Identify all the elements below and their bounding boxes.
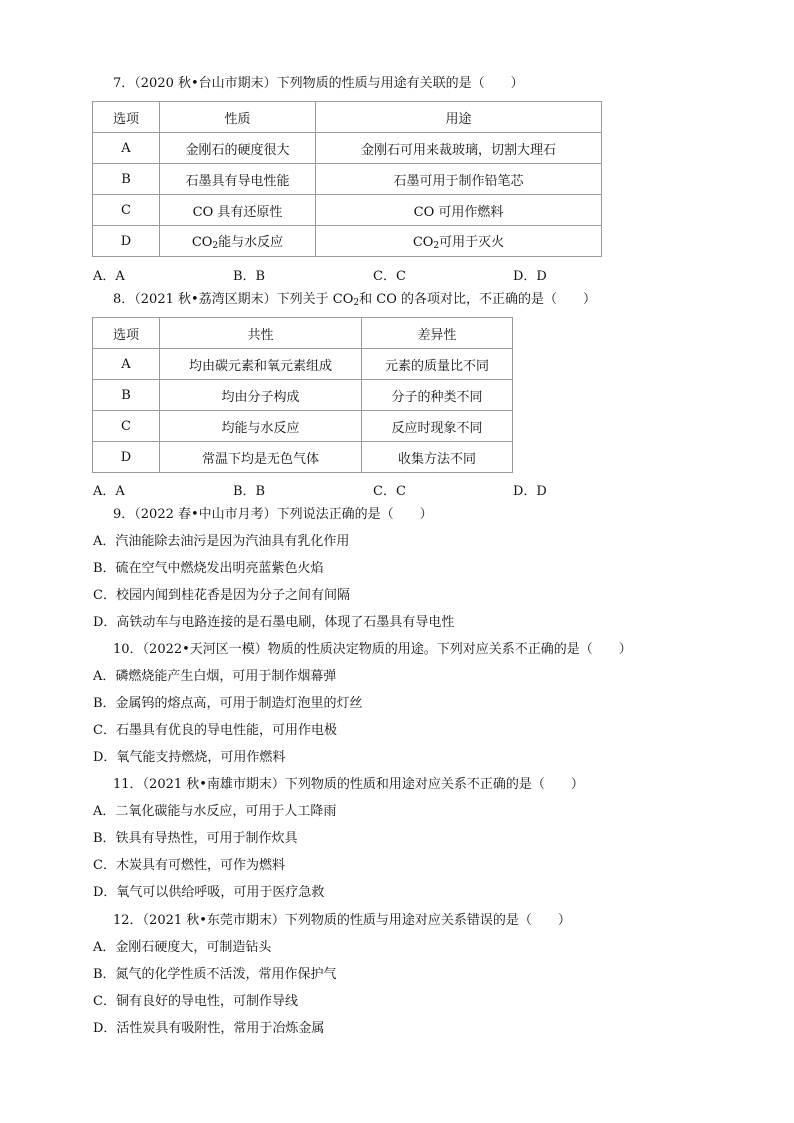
choice-d[interactable]: D．D [513, 269, 547, 284]
table-row [93, 411, 513, 442]
property-cell: 金刚石的硬度很大 [160, 133, 316, 164]
q10-option-d[interactable]: D．氧气能支持燃烧，可用作燃料 [93, 750, 286, 765]
table-row [93, 164, 602, 195]
q7-stem: 7．（2020 秋•台山市期末）下列物质的性质与用途有关联的是（ ） [113, 76, 524, 91]
common-cell: 均由碳元素和氧元素组成 [160, 349, 362, 380]
option-cell: C [93, 411, 160, 442]
q10-stem: 10．（2022•天河区一模）物质的性质决定物质的用途。下列对应关系不正确的是（ ） [113, 642, 632, 657]
q12-option-a[interactable]: A．金刚石硬度大，可制造钻头 [93, 940, 272, 955]
property-cell: $CO_2$能与水反应 [160, 226, 316, 257]
q9-option-d[interactable]: D．高铁动车与电路连接的是石墨电刷，体现了石墨具有导电性 [93, 615, 455, 630]
q12-stem: 12．（2021 秋•东莞市期末）下列物质的性质与用途对应关系错误的是（ ） [113, 913, 571, 928]
q11-option-a[interactable]: A．二氧化碳能与水反应，可用于人工降雨 [93, 804, 337, 819]
property-cell: 石墨具有导电性能 [160, 164, 316, 195]
table-row [93, 442, 513, 473]
header-cell: 选项 [93, 318, 160, 349]
use-cell: $CO_2$可用于灭火 [316, 226, 602, 257]
choice-a[interactable]: A．A [93, 269, 125, 284]
header-cell: 选项 [93, 102, 160, 133]
common-cell: 均由分子构成 [160, 380, 362, 411]
common-cell: 常温下均是无色气体 [160, 442, 362, 473]
q11-option-b[interactable]: B．铁具有导热性，可用于制作炊具 [93, 831, 298, 846]
q7-table [92, 101, 602, 257]
choice-a[interactable]: A．A [93, 484, 125, 499]
option-cell: B [93, 164, 160, 195]
q9-option-a[interactable]: A．汽油能除去油污是因为汽油具有乳化作用 [93, 534, 350, 549]
q11-stem: 11．（2021 秋•南雄市期末）下列物质的性质和用途对应关系不正确的是（ ） [113, 777, 584, 792]
option-cell: A [93, 133, 160, 164]
q12-option-b[interactable]: B．氮气的化学性质不活泼，常用作保护气 [93, 967, 337, 982]
q10-option-a[interactable]: A．磷燃烧能产生白烟，可用于制作烟幕弹 [93, 669, 337, 684]
q9-option-c[interactable]: C．校园内闻到桂花香是因为分子之间有间隔 [93, 588, 350, 603]
q11-option-d[interactable]: D．氧气可以供给呼吸，可用于医疗急救 [93, 885, 325, 900]
q9-stem: 9．（2022 春•中山市月考）下列说法正确的是（ ） [113, 507, 433, 522]
q8-choices [93, 480, 563, 499]
diff-cell: 收集方法不同 [362, 442, 513, 473]
table-header-row [93, 318, 513, 349]
diff-cell: 分子的种类不同 [362, 380, 513, 411]
use-cell: CO 可用作燃料 [316, 195, 602, 226]
header-cell: 用途 [316, 102, 602, 133]
q12-option-d[interactable]: D．活性炭具有吸附性，常用于冶炼金属 [93, 1021, 325, 1036]
q10-option-c[interactable]: C．石墨具有优良的导电性能，可用作电极 [93, 723, 337, 738]
diff-cell: 元素的质量比不同 [362, 349, 513, 380]
option-cell: D [93, 226, 160, 257]
table-header-row [93, 102, 602, 133]
choice-c[interactable]: C．C [373, 269, 406, 284]
table-row [93, 133, 602, 164]
table-row [93, 226, 602, 257]
q8-table [92, 317, 513, 473]
option-cell: A [93, 349, 160, 380]
table-row [93, 380, 513, 411]
table-row [93, 195, 602, 226]
q12-option-c[interactable]: C．铜有良好的导电性，可制作导线 [93, 994, 298, 1009]
choice-b[interactable]: B．B [233, 269, 266, 284]
header-cell: 共性 [160, 318, 362, 349]
q8-stem: 8．（2021 秋•荔湾区期末）下列关于 $CO_2$和 CO 的各项对比，不正确的是（ ） [113, 292, 597, 308]
q10-option-b[interactable]: B．金属钨的熔点高，可用于制造灯泡里的灯丝 [93, 696, 363, 711]
use-cell: 金刚石可用来裁玻璃，切割大理石 [316, 133, 602, 164]
q9-option-b[interactable]: B．硫在空气中燃烧发出明亮蓝紫色火焰 [93, 561, 324, 576]
table-row [93, 349, 513, 380]
q11-option-c[interactable]: C．木炭具有可燃性，可作为燃料 [93, 858, 285, 873]
option-cell: D [93, 442, 160, 473]
common-cell: 均能与水反应 [160, 411, 362, 442]
property-cell: CO 具有还原性 [160, 195, 316, 226]
use-cell: 石墨可用于制作铅笔芯 [316, 164, 602, 195]
header-cell: 差异性 [362, 318, 513, 349]
choice-b[interactable]: B．B [233, 484, 266, 499]
q7-choices [93, 265, 563, 284]
option-cell: B [93, 380, 160, 411]
diff-cell: 反应时现象不同 [362, 411, 513, 442]
choice-c[interactable]: C．C [373, 484, 406, 499]
option-cell: C [93, 195, 160, 226]
header-cell: 性质 [160, 102, 316, 133]
choice-d[interactable]: D．D [513, 484, 547, 499]
